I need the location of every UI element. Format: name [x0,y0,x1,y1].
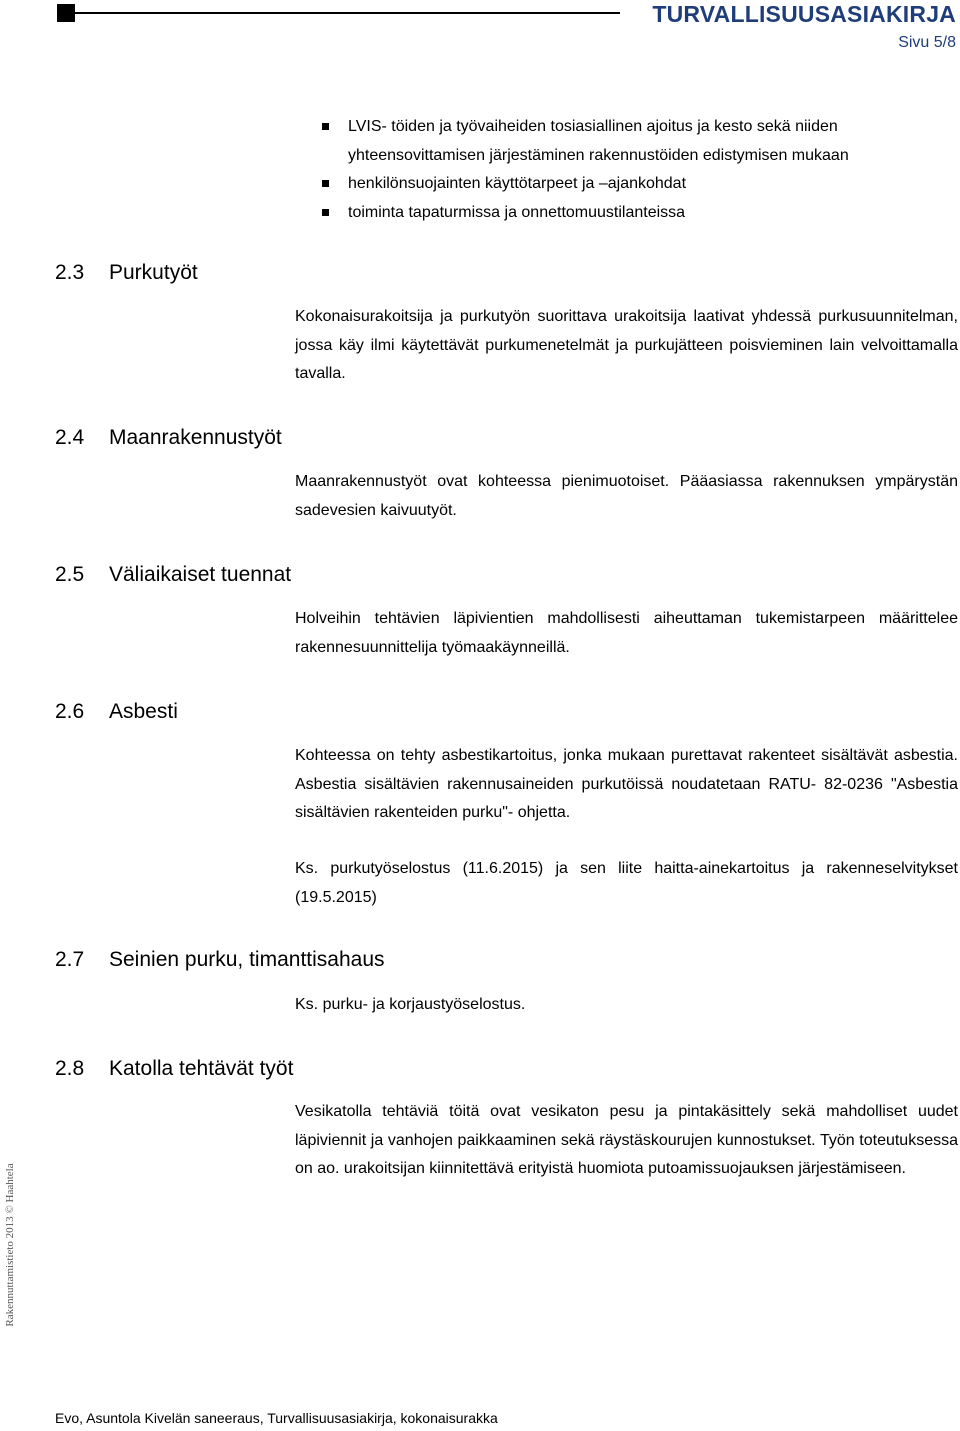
section-text-2-8: Vesikatolla tehtäviä töitä ovat vesikaton pesu ja pintakäsittely sekä mahdolliset uudet läpiviennit ja vanhojen paikkaaminen sekä räystäskourujen kunnostukset. Työn toteutuksessa on ao. urakoitsijan kiinnitettävä erityistä huomiota putoamissuojauksen järjestämiseen. [295,1103,958,1177]
section-number: 2.5 [55,563,85,586]
section-number: 2.7 [55,948,85,971]
section-number: 2.4 [55,426,85,449]
section-text-2-4: Maanrakennustyöt ovat kohteessa pienimuotoiset. Pääasiassa rakennuksen ympärystän sadevesien kaivuutyöt. [295,473,958,519]
section-heading-2-3 [55,261,198,285]
section-text-2-5: Holveihin tehtävien läpivientien mahdollisesti aiheuttaman tukemistarpeen määrittelee rakennesuunnittelija työmaakäynneillä. [295,610,958,656]
bullet-item: LVIS- töiden ja työvaiheiden tosiasiallinen ajoitus ja kesto sekä niiden yhteensovittamisen järjestäminen rakennustöiden edistymisen mukaan [322,113,958,170]
bullet-item: henkilönsuojainten käyttötarpeet ja –ajankohdat [322,170,958,199]
header-square-mark [57,4,75,22]
document-title: TURVALLISUUSASIAKIRJA [652,1,956,27]
section-title: Asbesti [109,700,178,723]
section-heading-2-5 [55,563,291,587]
page-number: Sivu 5/8 [898,34,956,51]
section-heading-2-4 [55,426,282,450]
copyright-side-note: Rakennuttamistieto 2013 © Haahtela [4,1163,16,1327]
section-number: 2.6 [55,700,85,723]
section-title: Seinien purku, timanttisahaus [109,948,385,971]
section-heading-2-7 [55,948,385,972]
section-number: 2.8 [55,1057,85,1080]
header-rule [75,12,620,14]
section-title: Purkutyöt [109,261,198,284]
section-number: 2.3 [55,261,85,284]
section-title: Maanrakennustyöt [109,426,282,449]
bullet-item: toiminta tapaturmissa ja onnettomuustilanteissa [322,199,958,228]
page-footer: Evo, Asuntola Kivelän saneeraus, Turvallisuusasiakirja, kokonaisurakka [55,1410,498,1426]
section-title: Väliaikaiset tuennat [109,563,292,586]
bullet-list [322,113,958,227]
section-text-2-6-reference: Ks. purkutyöselostus (11.6.2015) ja sen liite haitta-ainekartoitus ja rakenneselvitykset (19.5.2015) [295,860,958,906]
section-title: Katolla tehtävät työt [109,1057,294,1080]
section-text-2-3: Kokonaisurakoitsija ja purkutyön suorittava urakoitsija laativat yhdessä purkusuunnitelman, jossa käy ilmi käytettävät purkumenetelmät ja purkujätteen poisvieminen lain velvoittamalla tavalla. [295,308,958,382]
section-heading-2-8 [55,1057,293,1081]
section-heading-2-6 [55,700,178,724]
section-text-2-6: Kohteessa on tehty asbestikartoitus, jonka mukaan purettavat rakenteet sisältävät asbestia. Asbestia sisältävien rakennusaineiden purkutöissä noudatetaan RATU- 82-0236 "Asbestia sisältävien rakenteiden purku"- ohjetta. [295,747,958,821]
section-text-2-7: Ks. purku- ja korjaustyöselostus. [295,996,526,1013]
